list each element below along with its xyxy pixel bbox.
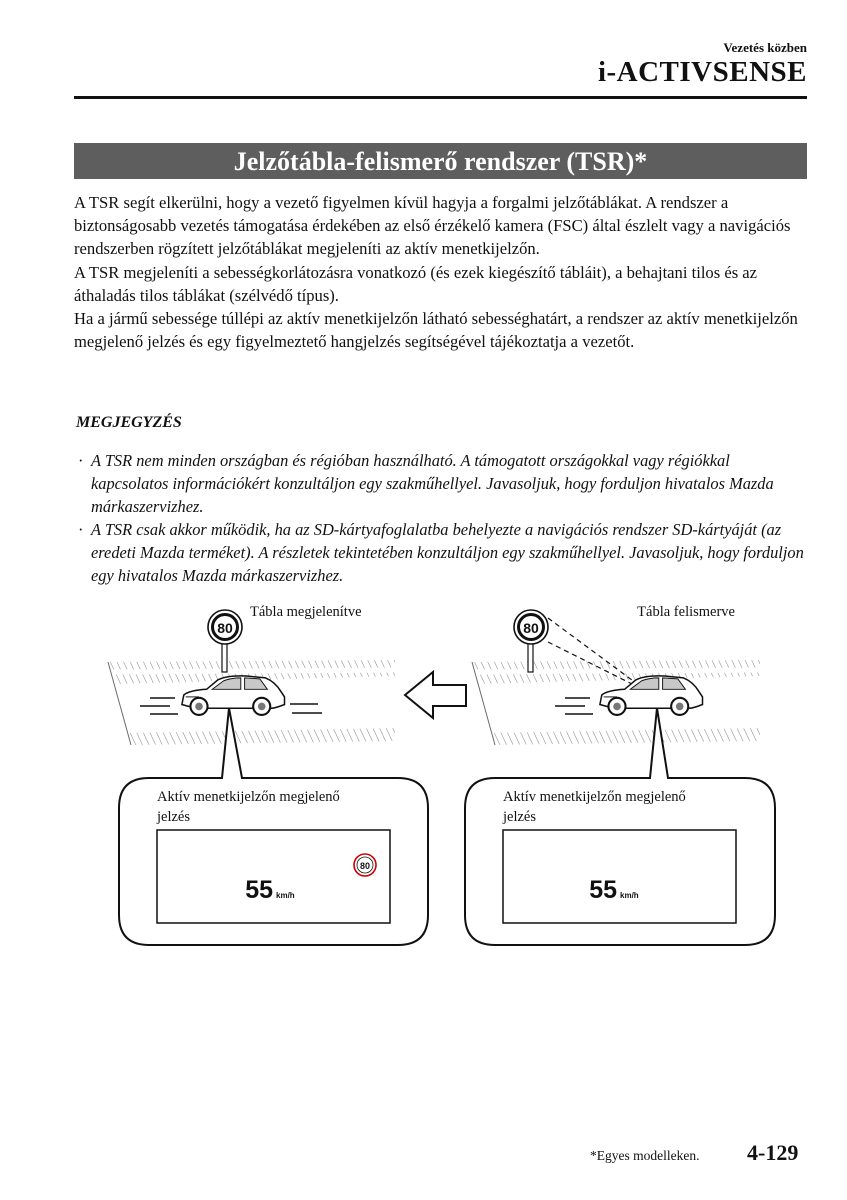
display-caption: Aktív menetkijelzőn megjelenő [157, 789, 340, 805]
note-item-text: A TSR nem minden országban és régióban használható. A támogatott országokkal vagy régiókkal kapcsolatos információkért konzultáljon egy szakműhellyel. Javasoljuk, hogy forduljon hivatalos Mazda márkaszervizhez. [91, 451, 774, 516]
note-item-text: A TSR csak akkor működik, ha az SD-kártyafoglalatba behelyezte a navigációs rendszer SD-kártyáját (az eredeti Mazda terméket). A részletek tekintetében konzultáljon egy szakműhellyel. Javasoljuk, hogy forduljon egy hivatalos Mazda márkaszervizhez. [91, 520, 804, 585]
active-driving-display [503, 830, 736, 923]
right-scene [472, 604, 760, 745]
sign-value: 80 [523, 620, 539, 636]
display-caption: jelzés [157, 809, 191, 825]
header-chapter: i-ACTIVSENSE [597, 56, 807, 88]
speed-unit: km/h [276, 891, 295, 900]
intro-paragraph: A TSR segít elkerülni, hogy a vezető figyelmen kívül hagyja a forgalmi jelzőtáblákat. A rendszer a biztonságosabb vezetés támogatása érdekében az első érzékelő kamera (FSC) által észlelt vagy a navigációs rendszerben rögzített jelzőtáblákat megjeleníti az aktív menetkijelzőn. [74, 193, 791, 259]
sign-value: 80 [359, 861, 371, 871]
header-section: Vezetés közben [723, 40, 807, 55]
page-number: 4-129 [747, 1140, 799, 1165]
display-speed-sign-icon [354, 854, 376, 876]
bullet-icon: · [78, 451, 84, 470]
note-title: MEGJEGYZÉS [76, 414, 182, 431]
intro-paragraph: A TSR megjeleníti a sebességkorlátozásra vonatkozó (és ezek kiegészítő tábláit), a behajtani tilos és az áthaladás tilos táblákat (szélvédő típus). [74, 262, 758, 305]
left-scene [108, 604, 395, 745]
direction-arrow-icon [405, 672, 466, 718]
sign-value: 80 [217, 620, 233, 636]
intro-paragraph: Ha a jármű sebessége túllépi az aktív menetkijelzőn látható sebességhatárt, a rendszer az aktív menetkijelzőn megjelenő jelzés és egy figyelmeztető hangjelzés segítségével tájékoztatja a vezetőt. [74, 309, 798, 352]
speed-unit: km/h [620, 891, 639, 900]
display-caption: Aktív menetkijelzőn megjelenő [503, 789, 686, 805]
footer-note: *Egyes modelleken. [590, 1148, 700, 1163]
active-driving-display [157, 830, 390, 923]
right-label: Tábla felismerve [637, 604, 735, 620]
section-title: Jelzőtábla-felismerő rendszer (TSR)* [74, 143, 807, 179]
left-label: Tábla megjelenítve [250, 604, 362, 620]
speed-value: 55 [245, 876, 273, 904]
display-caption: jelzés [503, 809, 537, 825]
bullet-icon: · [78, 520, 84, 539]
speed-value: 55 [589, 876, 617, 904]
